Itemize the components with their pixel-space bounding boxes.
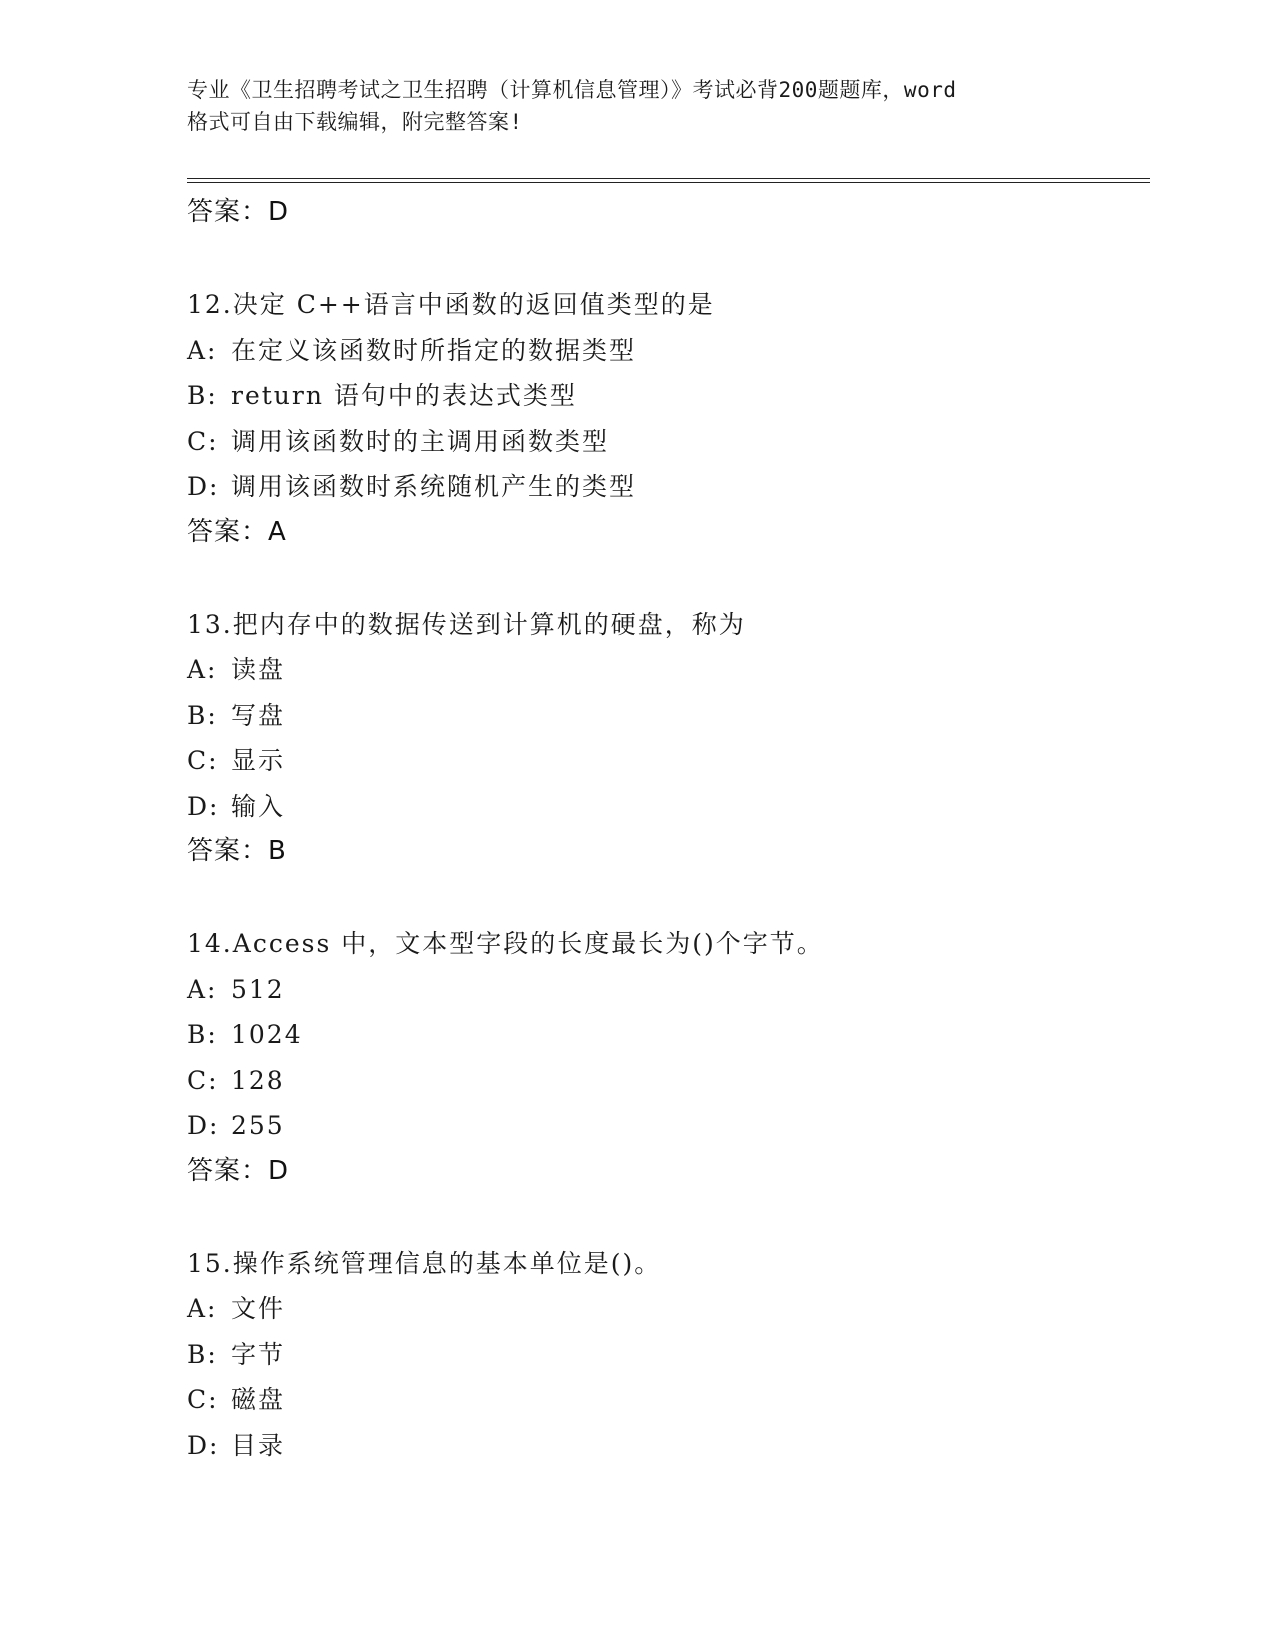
option-letter: D:: [187, 1430, 220, 1460]
question-14: [187, 921, 1147, 1194]
option-text: 在定义该函数时所指定的数据类型: [231, 335, 637, 365]
option-d: [187, 784, 1147, 830]
question-13: [187, 602, 1147, 875]
question-number: 13.: [187, 609, 233, 639]
spacer: [187, 874, 1147, 921]
option-b: [187, 1012, 1147, 1058]
question-number: 15.: [187, 1248, 233, 1278]
option-text: 调用该函数时系统随机产生的类型: [231, 472, 637, 501]
question-text: 决定 C++语言中函数的返回值类型的是: [232, 290, 715, 319]
option-c: [187, 1377, 1147, 1423]
option-b: [187, 693, 1147, 739]
question-list: [187, 190, 1147, 1468]
option-letter: C:: [187, 1385, 219, 1414]
option-text: 1024: [231, 1020, 303, 1049]
spacer: [187, 1194, 1147, 1241]
question-15: [187, 1241, 1147, 1469]
spacer: [187, 555, 1147, 602]
option-d: [187, 1103, 1147, 1149]
answer-line: 答案：A: [187, 516, 287, 547]
header-line-2: 格式可自由下载编辑，附完整答案!: [187, 110, 523, 134]
option-b: [187, 1332, 1147, 1378]
option-text: 文件: [231, 1294, 286, 1323]
option-letter: C:: [187, 1065, 219, 1095]
option-text: 输入: [231, 791, 286, 821]
option-letter: C:: [187, 426, 219, 456]
header-rule-bottom: [187, 182, 1150, 183]
question-text: 操作系统管理信息的基本单位是()。: [232, 1248, 662, 1278]
option-letter: C:: [187, 746, 219, 775]
option-text: 目录: [231, 1430, 286, 1460]
option-a: [187, 967, 1147, 1013]
option-c: [187, 419, 1147, 465]
option-text: 调用该函数时的主调用函数类型: [231, 426, 610, 456]
option-text: 128: [231, 1065, 285, 1095]
option-text: return 语句中的表达式类型: [231, 381, 577, 410]
option-letter: A:: [187, 974, 218, 1004]
question-stem: [187, 1241, 1147, 1287]
option-text: 写盘: [231, 700, 286, 730]
spacer: [187, 235, 1147, 282]
option-text: 读盘: [231, 655, 286, 684]
option-letter: D:: [187, 472, 220, 501]
option-text: 字节: [231, 1339, 286, 1369]
option-letter: B:: [187, 700, 218, 730]
question-text: 把内存中的数据传送到计算机的硬盘，称为: [232, 609, 746, 639]
option-text: 显示: [231, 746, 286, 775]
document-header: [187, 74, 1087, 138]
option-text: 512: [231, 974, 285, 1004]
option-a: [187, 1286, 1147, 1332]
answer-line: 答案：B: [187, 836, 287, 866]
question-text: Access 中，文本型字段的长度最长为()个字节。: [232, 929, 824, 958]
option-letter: D:: [187, 1111, 220, 1140]
question-stem: [187, 282, 1147, 328]
option-letter: A:: [187, 335, 218, 365]
option-a: [187, 647, 1147, 693]
option-letter: D:: [187, 791, 220, 821]
question-stem: [187, 602, 1147, 648]
answer-line: 答案：D: [187, 1155, 290, 1186]
question-number: 14.: [187, 929, 233, 958]
option-a: [187, 328, 1147, 374]
option-letter: A:: [187, 655, 218, 684]
question-12: [187, 282, 1147, 555]
option-letter: B:: [187, 381, 218, 410]
option-letter: B:: [187, 1020, 218, 1049]
option-letter: B:: [187, 1339, 218, 1369]
option-text: 255: [231, 1111, 285, 1140]
answer-line: 答案：D: [187, 197, 290, 227]
option-text: 磁盘: [231, 1385, 286, 1414]
option-c: [187, 1058, 1147, 1104]
option-letter: A:: [187, 1294, 218, 1323]
header-line-1: 专业《卫生招聘考试之卫生招聘（计算机信息管理）》考试必背200题题库，word: [187, 78, 957, 102]
header-rule-top: [187, 178, 1150, 179]
option-c: [187, 738, 1147, 784]
option-d: [187, 464, 1147, 510]
option-b: [187, 373, 1147, 419]
question-number: 12.: [187, 290, 233, 319]
option-d: [187, 1423, 1147, 1469]
question-stem: [187, 921, 1147, 967]
